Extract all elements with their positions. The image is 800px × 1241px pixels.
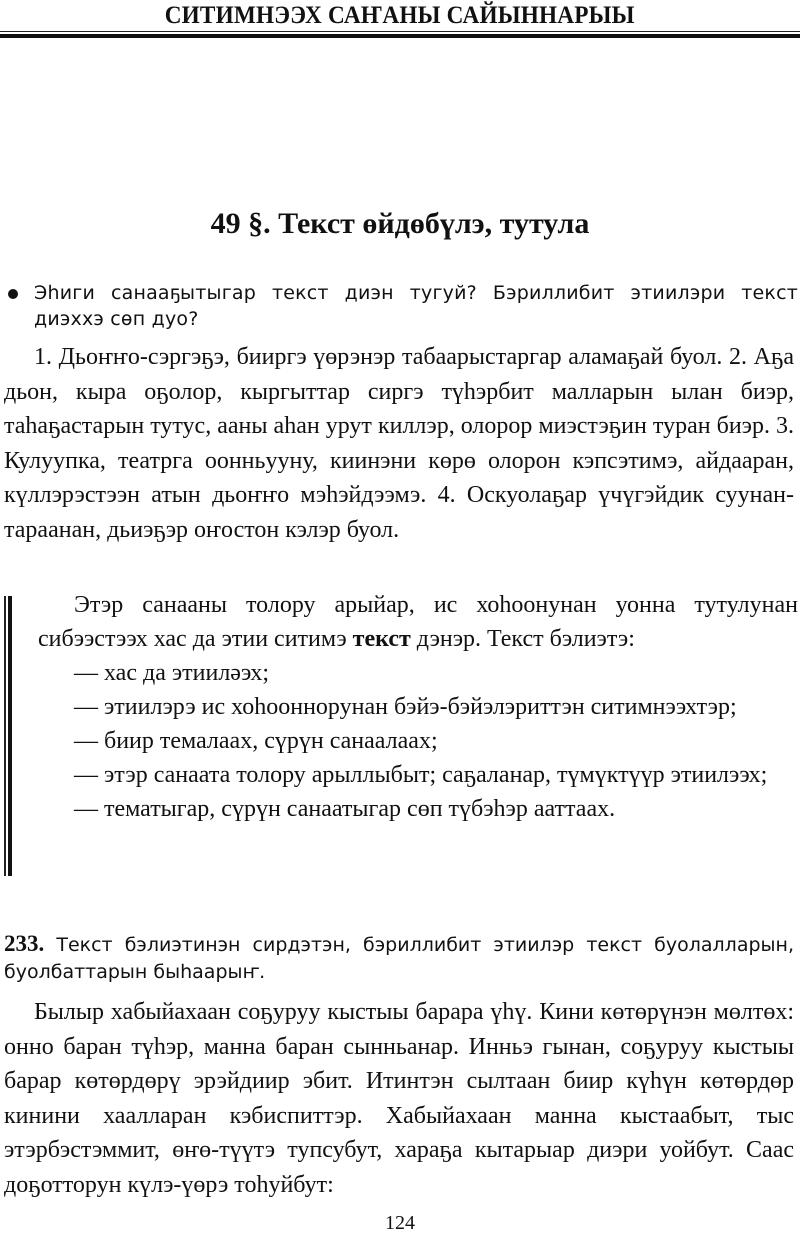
exercise-instruction: Текст бэлиэтинэн сирдэтэн, бэриллибит этиилэр текст буолалларын, буолбаттарын быһаарыҥ. [4,934,794,983]
exercise-number: 233. [4,931,45,956]
rule-content [38,588,798,826]
rule-item: — тематыгар, сүрүн санаатыгар сөп түбэһэр ааттаах. [74,796,616,822]
running-head-title: СИТИМНЭЭХ САҤАНЫ САЙЫННАРЫЫ [164,2,635,29]
rule-bar-thin [4,596,6,876]
rule-bar-thick [8,596,12,876]
rule-intro-start: Этэр санааны толору арыйар, ис хоһоонунан уонна тутулунан сибээстээх хас да этии ситимэ [38,592,798,652]
rule-intro [38,588,798,656]
rule-item: — хас да этииләэх; [74,660,269,686]
example-text-1 [4,340,794,547]
exercise-233 [4,930,794,986]
section-title: 49 §. Текст өйдөбүлэ, тутула [210,207,590,240]
bullet-icon [8,289,18,299]
rule-bold-term: текст [352,626,411,652]
header-rule-thin [0,31,800,32]
example-text-2 [4,995,794,1202]
rule-item: — этиилэрэ ис хоһооннорунан бэйэ-бэйэлэриттэн ситимнээхтэр; [74,694,737,720]
page-number: 124 [385,1212,415,1234]
question-text: Эһиги санааҕытыгар текст диэн тугуй? Бэриллибит этиилэри текст диэххэ сөп дуо? [34,282,798,330]
discussion-question [8,280,798,332]
running-head [0,0,800,38]
example-text-1-body: 1. Дьоҥҥо-сэргэҕэ, бииргэ үөрэнэр табаарыстаргар аламаҕай буол. 2. Аҕа дьон, кыра оҕолор, кыргыттар сиргэ түһэрбит малларын ылан биэр, таһаҕастарын тутус, ааны аһан урут киллэр, олорор миэстэҕин туран биэр. 3. Кулуупка, театрга оонньууну, киинэни көрө олорон кэпсэтимэ, айдааран, күллэрэстээн атын дьоҥҥо мэһэйдээмэ. 4. Оскуолаҕар үчүгэйдик суунан-тараанан, дьиэҕэр оҥостон кэлэр буол. [4,344,794,543]
header-rule-thick [0,34,800,38]
example-text-2-body: Былыр хабыйахаан соҕуруу кыстыы барара үһү. Кини көтөрүнэн мөлтөх: онно баран түһэр, манна баран сынньанар. Инньэ гынан, соҕуруу кыстыы барар көтөрдөрү эрэйдиир эбит. Итинтэн сылтаан биир күһүн көтөрдөр кинини хаалларан кэбиспиттэр. Хабыйахаан манна кыстаабыт, тыс этэрбэстэммит, өҥө-түүтэ тупсубут, хараҕа кытарыар диэри уойбут. Саас доҕотторун күлэ-үөрэ тоһуйбут: [4,999,794,1198]
rule-intro-end: дэнэр. Текст бэлиэтэ: [410,626,635,652]
rule-item: — биир темалаах, сүрүн санаалаах; [74,728,438,754]
rule-definition-box [0,592,800,878]
rule-item: — этэр санаата толору арыллыбыт; саҕаланар, түмүктүүр этиилээх; [74,762,768,788]
